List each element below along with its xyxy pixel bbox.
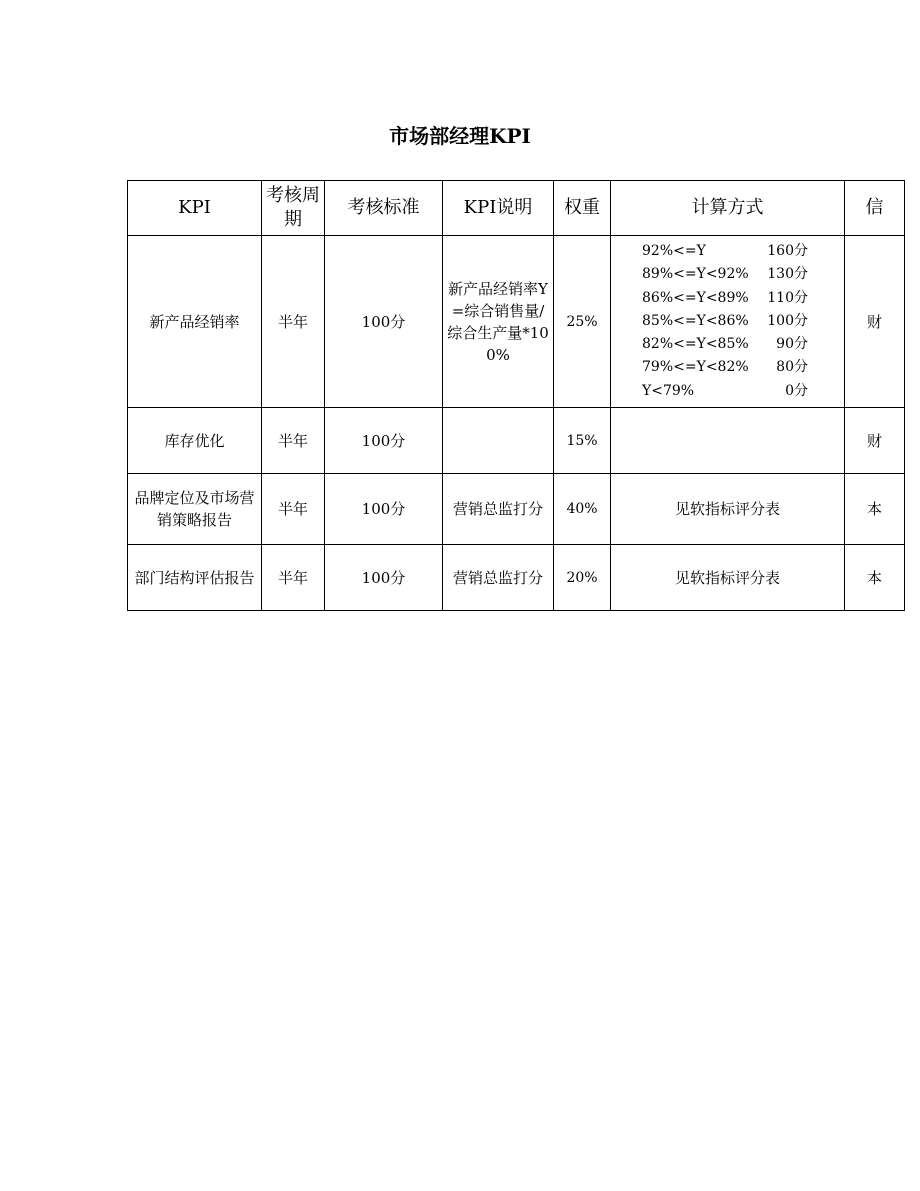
standard-cell: 100分	[325, 474, 443, 545]
calculation-score: 0分	[785, 382, 808, 399]
kpi-table	[127, 180, 905, 611]
table-header-row	[128, 181, 905, 236]
calculation-line	[642, 263, 844, 286]
calculation-cell	[611, 236, 845, 408]
description-cell	[443, 408, 554, 474]
kpi-cell: 新产品经销率	[128, 236, 262, 408]
header-description: KPI说明	[443, 181, 554, 236]
standard-cell: 100分	[325, 545, 443, 611]
description-cell: 新产品经销率Y=综合销售量/综合生产量*100%	[443, 236, 554, 408]
source-cell: 财	[845, 236, 905, 408]
calculation-list	[611, 240, 844, 403]
table-row	[128, 236, 905, 408]
period-cell: 半年	[262, 545, 325, 611]
calculation-range: 92%<=Y	[642, 242, 706, 259]
calculation-line	[642, 310, 844, 333]
calculation-range: 79%<=Y<82%	[642, 359, 749, 376]
calculation-line	[642, 333, 844, 356]
source-cell: 本	[845, 545, 905, 611]
header-standard: 考核标准	[325, 181, 443, 236]
kpi-cell: 部门结构评估报告	[128, 545, 262, 611]
description-cell: 营销总监打分	[443, 474, 554, 545]
calculation-range: 82%<=Y<85%	[642, 336, 749, 353]
header-period: 考核周期	[262, 181, 325, 236]
description-cell: 营销总监打分	[443, 545, 554, 611]
standard-cell: 100分	[325, 236, 443, 408]
calculation-score: 130分	[767, 266, 808, 283]
calculation-score: 110分	[767, 289, 808, 306]
calculation-line	[642, 240, 844, 263]
header-kpi: KPI	[128, 181, 262, 236]
header-weight: 权重	[554, 181, 611, 236]
weight-cell: 40%	[554, 474, 611, 545]
calculation-line	[642, 287, 844, 310]
header-source: 信	[845, 181, 905, 236]
calculation-line	[642, 380, 844, 403]
weight-cell: 15%	[554, 408, 611, 474]
period-cell: 半年	[262, 408, 325, 474]
calculation-score: 160分	[767, 242, 808, 259]
calculation-score: 90分	[776, 336, 808, 353]
standard-cell: 100分	[325, 408, 443, 474]
calculation-range: 86%<=Y<89%	[642, 289, 749, 306]
kpi-cell: 品牌定位及市场营销策略报告	[128, 474, 262, 545]
calculation-cell	[611, 408, 845, 474]
period-cell: 半年	[262, 474, 325, 545]
calculation-range: Y<79%	[642, 382, 695, 399]
weight-cell: 20%	[554, 545, 611, 611]
header-calculation: 计算方式	[611, 181, 845, 236]
table-row	[128, 545, 905, 611]
kpi-cell: 库存优化	[128, 408, 262, 474]
calculation-cell: 见软指标评分表	[611, 545, 845, 611]
calculation-line	[642, 356, 844, 379]
calculation-score: 100分	[767, 312, 808, 329]
calculation-score: 80分	[776, 359, 808, 376]
table-row	[128, 474, 905, 545]
source-cell: 财	[845, 408, 905, 474]
calculation-cell: 见软指标评分表	[611, 474, 845, 545]
page-title: 市场部经理KPI	[389, 124, 531, 148]
calculation-range: 89%<=Y<92%	[642, 266, 749, 283]
weight-cell: 25%	[554, 236, 611, 408]
calculation-range: 85%<=Y<86%	[642, 312, 749, 329]
source-cell: 本	[845, 474, 905, 545]
period-cell: 半年	[262, 236, 325, 408]
table-row	[128, 408, 905, 474]
